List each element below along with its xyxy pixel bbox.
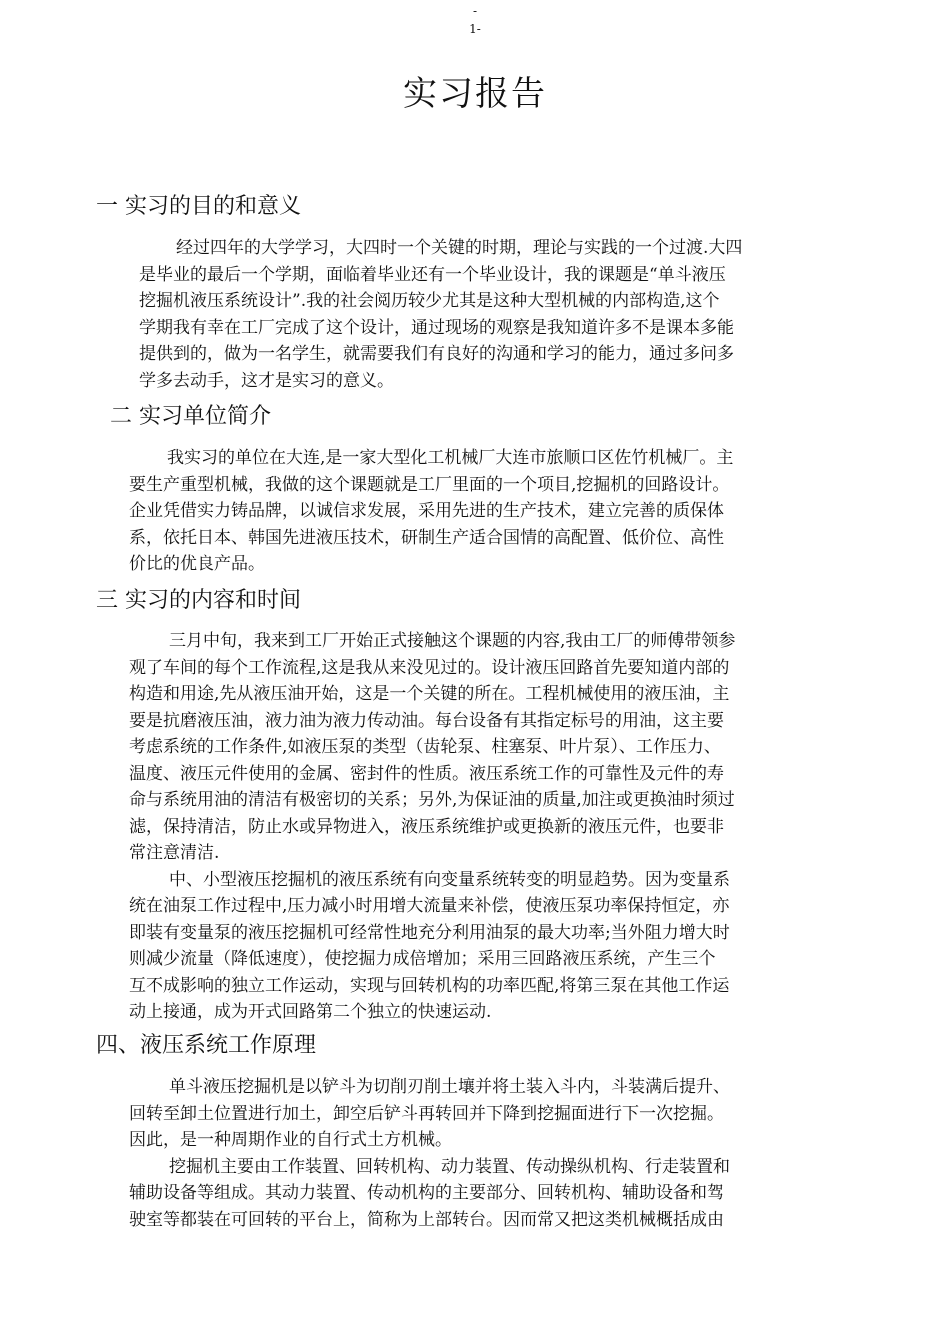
paragraph-line: 常注意清洁. xyxy=(129,843,220,863)
paragraph-line: 我实习的单位在大连,是一家大型化工机械厂大连市旅顺口区佐竹机械厂。主 xyxy=(167,448,734,468)
paragraph-line: 滤，保持清洁，防止水或异物进入，液压系统维护或更换新的液压元件，也要非 xyxy=(129,816,724,837)
paragraph-line: 统在油泵工作过程中,压力减小时用增大流量来补偿，使液压泵功率保持恒定，亦 xyxy=(129,896,730,916)
paragraph-line: 驶室等都装在可回转的平台上，简称为上部转台。因而常又把这类机械概括成由 xyxy=(129,1209,724,1230)
paragraph-line: 价比的优良产品。 xyxy=(129,554,265,574)
document-title: 实习报告 xyxy=(403,74,547,114)
paragraph-line: 构造和用途,先从液压油开始，这是一个关键的所在。工程机械使用的液压油，主 xyxy=(129,684,730,704)
paragraph-line: 是毕业的最后一个学期，面临着毕业还有一个毕业设计，我的课题是“单斗液压 xyxy=(139,264,726,285)
paragraph-line: 因此，是一种周期作业的自行式土方机械。 xyxy=(129,1130,452,1150)
paragraph-line: 企业凭借实力铸品牌，以诚信求发展，采用先进的生产技术，建立完善的质保体 xyxy=(129,501,724,521)
section-paragraph xyxy=(129,445,849,578)
paragraph-line: 则减少流量（降低速度），使挖掘力成倍增加；采用三回路液压系统，产生三个 xyxy=(129,949,716,969)
paragraph-line: 提供到的，做为一名学生，就需要我们有良好的沟通和学习的能力，通过多问多 xyxy=(139,344,734,364)
paragraph-line: 学期我有幸在工厂完成了这个设计，通过现场的观察是我知道许多不是课本多能 xyxy=(139,317,734,338)
paragraph-line: 要生产重型机械，我做的这个课题就是工厂里面的一个项目,挖掘机的回路设计。 xyxy=(129,474,730,495)
paragraph-line: 辅助设备等组成。其动力装置、传动机构的主要部分、回转机构、辅助设备和驾 xyxy=(129,1183,724,1203)
section-paragraph xyxy=(129,628,855,1026)
paragraph-line: 系，依托日本、韩国先进液压技术，研制生产适合国情的高配置、低价位、高性 xyxy=(129,527,724,548)
paragraph-line: 中、小型液压挖掘机的液压系统有向变量系统转变的明显趋势。因为变量系 xyxy=(169,869,730,890)
paragraph-line: 回转至卸土位置进行加土，卸空后铲斗再转回并下降到挖掘面进行下一次挖掘。 xyxy=(129,1103,724,1124)
paragraph-line: 互不成影响的独立工作运动，实现与回转机构的功率匹配,将第三泵在其他工作运 xyxy=(129,975,730,996)
paragraph-line: 挖掘机主要由工作装置、回转机构、动力装置、传动操纵机构、行走装置和 xyxy=(169,1156,730,1177)
paragraph-line: 要是抗磨液压油，液力油为液力传动油。每台设备有其指定标号的用油，这主要 xyxy=(129,710,724,731)
page-number: 1- xyxy=(469,22,481,36)
section-heading-company: 二 实习单位简介 xyxy=(110,404,271,429)
paragraph-line: 挖掘机液压系统设计”.我的社会阅历较少尤其是这种大型机械的内部构造,这个 xyxy=(139,291,720,311)
page-marker-dash: - xyxy=(472,4,478,18)
paragraph-line: 考虑系统的工作条件,如液压泵的类型（齿轮泵、柱塞泵、叶片泵）、工作压力、 xyxy=(129,737,721,757)
section-heading-content: 三 实习的内容和时间 xyxy=(96,588,301,613)
paragraph-line: 命与系统用油的清洁有极密切的关系；另外,为保证油的质量,加注或更换油时须过 xyxy=(129,790,735,810)
section-heading-principle: 四、液压系统工作原理 xyxy=(96,1033,317,1058)
paragraph-line: 三月中旬，我来到工厂开始正式接触这个课题的内容,我由工厂的师傅带领参 xyxy=(169,631,736,651)
paragraph-line: 温度、液压元件使用的金属、密封件的性质。液压系统工作的可靠性及元件的寿 xyxy=(129,763,724,784)
section-heading-purpose: 一 实习的目的和意义 xyxy=(96,194,301,219)
paragraph-line: 单斗液压挖掘机是以铲斗为切削刃削土壤并将土装入斗内，斗装满后提升、 xyxy=(169,1077,730,1097)
section-paragraph xyxy=(129,1074,845,1233)
section-paragraph xyxy=(139,235,855,394)
paragraph-line: 动上接通，成为开式回路第二个独立的快速运动. xyxy=(129,1002,492,1022)
paragraph-line: 学多去动手，这才是实习的意义。 xyxy=(139,370,394,391)
paragraph-line: 经过四年的大学学习，大四时一个关键的时期，理论与实践的一个过渡.大四 xyxy=(176,238,743,258)
paragraph-line: 观了车间的每个工作流程,这是我从来没见过的。设计液压回路首先要知道内部的 xyxy=(129,657,730,678)
paragraph-line: 即装有变量泵的液压挖掘机可经常性地充分利用油泵的最大功率;当外阻力增大时 xyxy=(129,922,730,943)
